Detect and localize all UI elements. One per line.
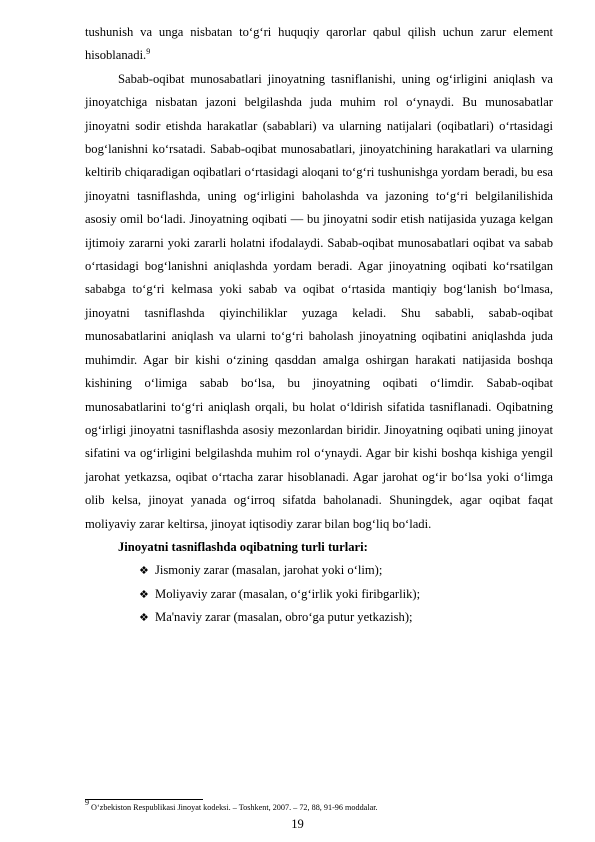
bullet-list	[85, 559, 553, 629]
diamond-bullet-icon: ❖	[139, 611, 149, 625]
diamond-bullet-icon: ❖	[139, 564, 149, 578]
list-item	[139, 583, 553, 606]
footnote	[85, 798, 553, 813]
list-item	[139, 559, 553, 582]
paragraph-1-text: tushunish va unga nisbatan to‘g‘ri huquqiy qarorlar qabul qilish uchun zarur element hisoblanadi.	[85, 25, 553, 63]
footnote-text: O‘zbekiston Respublikasi Jinoyat kodeksi. – Toshkent, 2007. – 72, 88, 91-96 moddalar.	[91, 803, 378, 812]
footnote-divider	[85, 799, 203, 800]
paragraph-2: Sabab-oqibat munosabatlari jinoyatning tasniflanishi, uning og‘irligini aniqlash va jinoyatchiga nisbatan jazoni belgilashda juda muhim rol o‘ynaydi. Bu munosabatlar jinoyatni sodir etishda harakatlar (sabablari) va ularning natijalari (oqibatlari) o‘rtasidagi bog‘lanishni ko‘rsatadi. Sabab-oqibat munosabatlari, jinoyatchining harakatlari va ularning keltirib chiqaradigan oqibatlari o‘rtasidagi aloqani to‘g‘ri tushunishga yordam beradi, bu esa jinoyatni tasniflashda, uning og‘irligini baholashda va jazoning to‘g‘ri belgilanilishida asosiy omil bo‘ladi. Jinoyatning oqibati — bu jinoyatni sodir etish natijasida yuzaga kelgan ijtimoiy zararni yoki zararli holatni ifodalaydi. Sabab-oqibat munosabatlari oqibat va sabab o‘rtasidagi bog‘lanishni aniqlashda yordam beradi. Agar jinoyatning oqibati ko‘rsatilgan sababga to‘g‘ri kelmasa yoki sabab va oqibat o‘rtasida mantiqiy bog‘lanish bo‘lmasa, jinoyatni tasniflashda qiyinchiliklar yuzaga keladi. Shu sababli, sabab-oqibat munosabatlarini aniqlash va ularni to‘g‘ri baholash jinoyatning oqibatini aniqlashda juda muhimdir. Agar bir kishi o‘zining qasddan amalga oshirgan harakati natijasida boshqa kishining o‘limiga sabab bo‘lsa, bu jinoyatning oqibati o‘limdir. Sabab-oqibat munosabatlarini to‘g‘ri aniqlash orqali, bu holat o‘ldirish sifatida tasniflanadi. Oqibatning og‘irligi jinoyatni tasniflashda asosiy mezonlardan biridir. Jinoyatning oqibati uning jinoyat sifatini va og‘irligini belgilashda muhim rol o‘ynaydi. Agar bir kishi boshqa kishiga yengil jarohat yetkazsa, oqibat o‘rtacha zarar hisoblanadi. Agar jarohat og‘ir bo‘lsa yoki o‘limga olib kelsa, jinoyat yanada og‘irroq sifatda baholanadi. Shuningdek, agar oqibat faqat moliyaviy zarar keltirsa, jinoyat iqtisodiy zarar bilan bog‘liq bo‘ladi.	[85, 71, 553, 531]
footnote-reference[interactable]: 9	[146, 47, 151, 57]
footnote-number: 9	[85, 798, 89, 807]
list-item-text: Jismoniy zarar (masalan, jarohat yoki o‘lim);	[155, 563, 383, 578]
paragraph-1	[85, 21, 553, 68]
page-number: 19	[291, 817, 304, 831]
list-item-text: Ma'naviy zarar (masalan, obro‘ga putur yetkazish);	[155, 610, 413, 625]
diamond-bullet-icon: ❖	[139, 587, 149, 601]
section-heading: Jinoyatni tasniflashda oqibatning turli turlari:	[118, 539, 368, 554]
list-item-text: Moliyaviy zarar (masalan, o‘g‘irlik yoki firibgarlik);	[155, 586, 421, 601]
body-text	[85, 21, 553, 630]
list-item	[139, 606, 553, 629]
